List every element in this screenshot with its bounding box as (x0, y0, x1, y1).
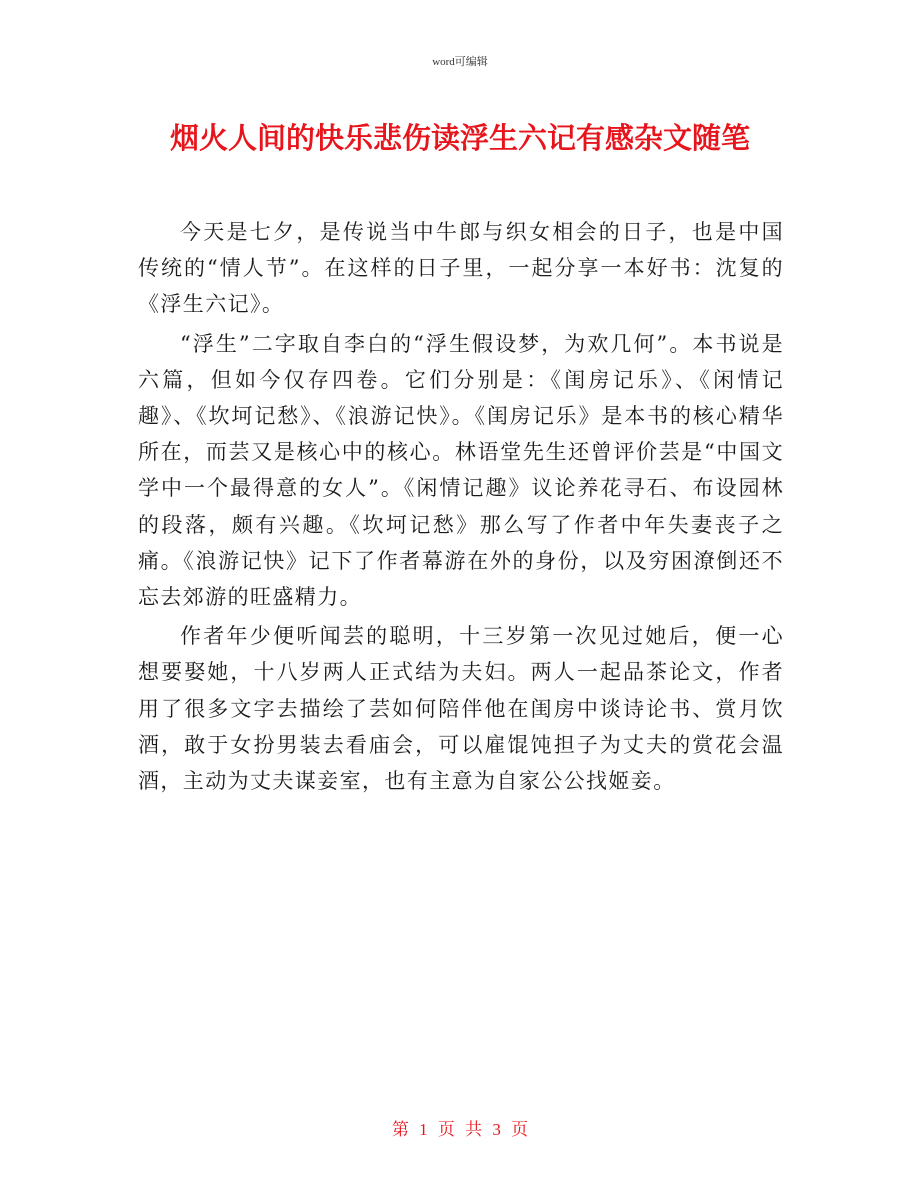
paragraph-1: 今天是七夕，是传说当中牛郎与织女相会的日子，也是中国传统的“情人节”。在这样的日子里，一起分享一本好书：沈复的《浮生六记》。 (138, 220, 784, 317)
page-number-footer: 第 1 页 共 3 页 (391, 1120, 529, 1139)
document-body (138, 214, 784, 802)
paragraph-3: 作者年少便听闻芸的聪明，十三岁第一次见过她后，便一心想要娶她，十八岁两人正式结为夫妇。两人一起品茶论文，作者用了很多文字去描绘了芸如何陪伴他在闺房中谈诗论书、赏月饮酒，敢于女扮男装去看庙会，可以雇馄饨担子为丈夫的赏花会温酒，主动为丈夫谋妾室，也有主意为自家公公找姬妾。 (138, 624, 784, 794)
paragraph-2: “浮生”二字取自李白的“浮生假设梦，为欢几何”。本书说是六篇，但如今仅存四卷。它们分别是：《闺房记乐》、《闲情记趣》、《坎坷记愁》、《浪游记快》。《闺房记乐》是本书的核心精华所在，而芸又是核心中的核心。林语堂先生还曾评价芸是“中国文学中一个最得意的女人”。《闲情记趣》议论养花寻石、布设园林的段落，颇有兴趣。《坎坷记愁》那么写了作者中年失妻丧子之痛。《浪游记快》记下了作者幕游在外的身份，以及穷困潦倒还不忘去郊游的旺盛精力。 (138, 331, 784, 610)
document-title: 烟火人间的快乐悲伤读浮生六记有感杂文随笔 (169, 121, 750, 155)
header-note: word可编辑 (432, 56, 488, 68)
